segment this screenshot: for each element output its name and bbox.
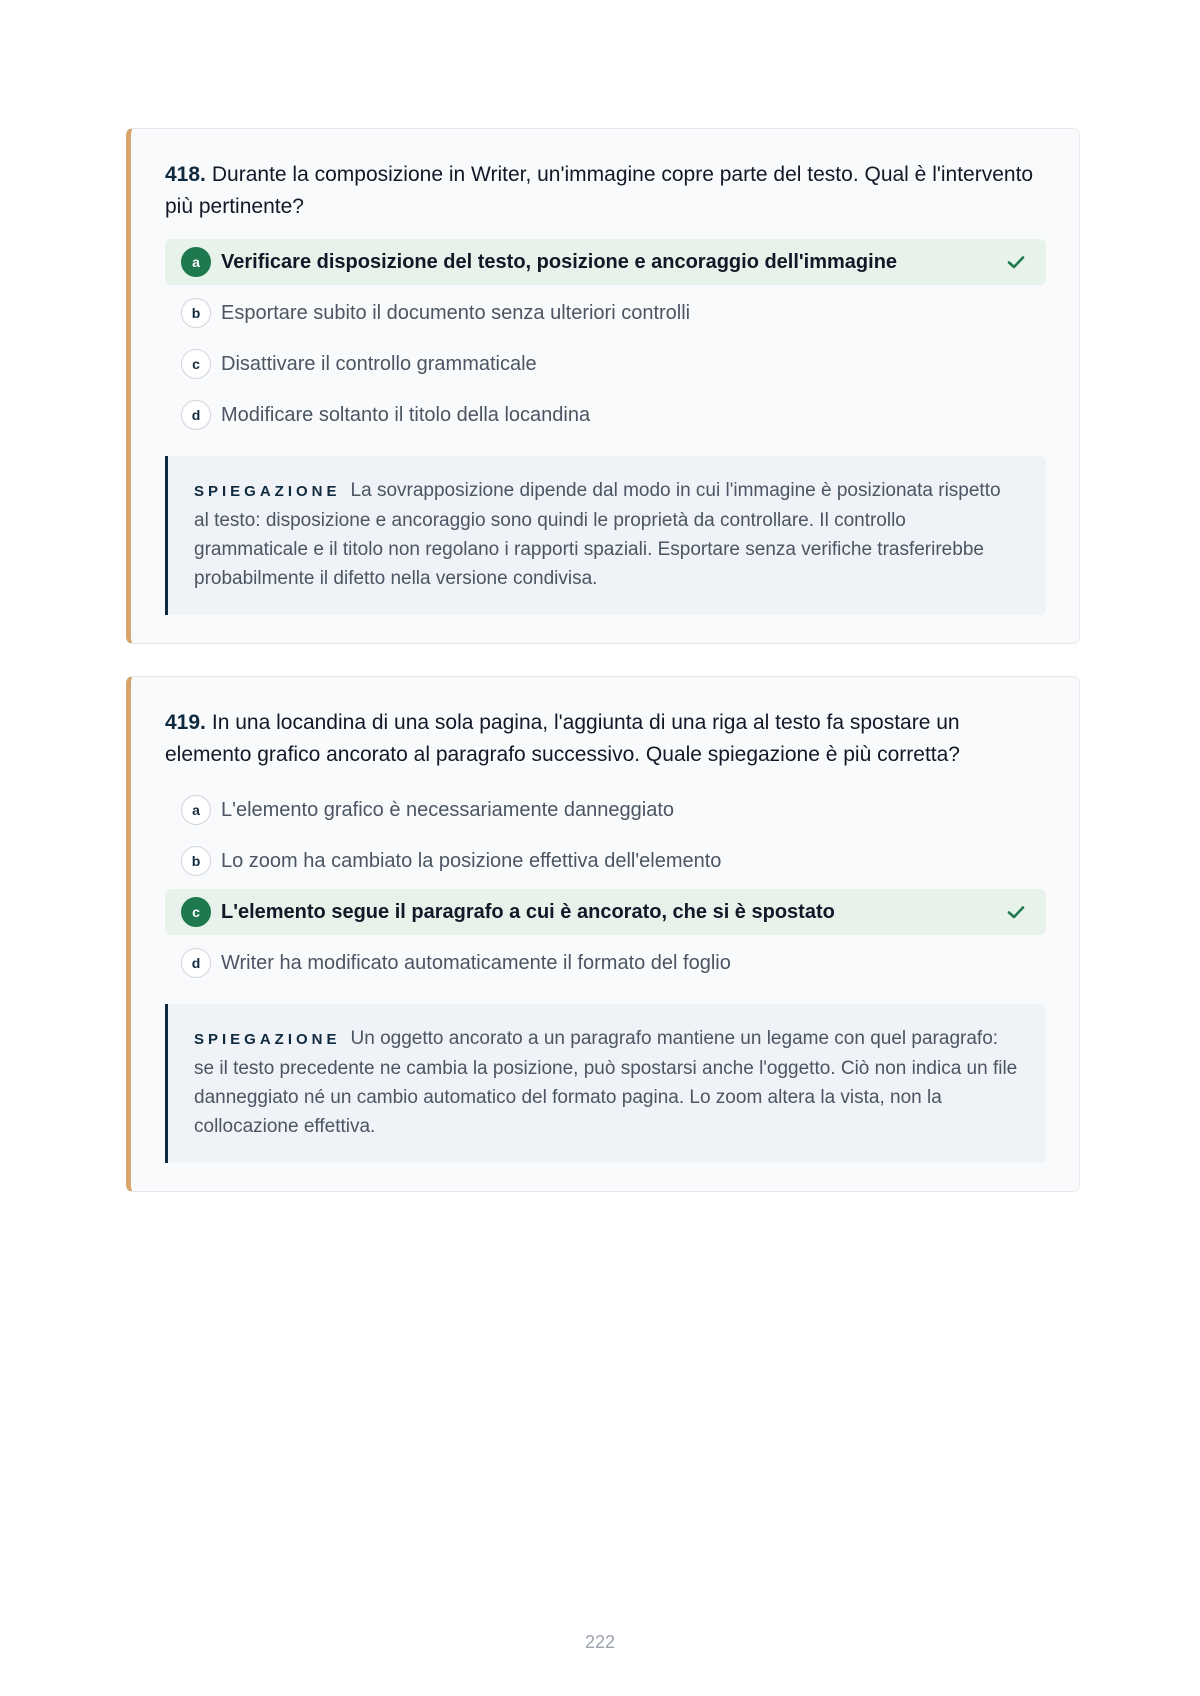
question-stem: Durante la composizione in Writer, un'immagine copre parte del testo. Qual è l'intervento più pertinente? (165, 163, 1034, 218)
check-icon (1006, 902, 1026, 922)
option-label: Disattivare il controllo grammaticale (221, 352, 537, 375)
option-a[interactable] (165, 787, 1046, 833)
explanation-box (165, 1004, 1046, 1163)
option-d[interactable] (165, 392, 1046, 438)
question-number: 418. (165, 163, 206, 186)
question-text (165, 159, 1046, 223)
question-stem: In una locandina di una sola pagina, l'aggiunta di una riga al testo fa spostare un elemento grafico ancorato al paragrafo successivo. Quale spiegazione è più corretta? (165, 711, 960, 766)
option-b[interactable] (165, 290, 1046, 336)
option-letter-badge: b (181, 846, 211, 876)
option-letter-badge: d (181, 400, 211, 430)
option-label: L'elemento grafico è necessariamente danneggiato (221, 798, 675, 821)
check-icon (1006, 252, 1026, 272)
answer-options (165, 787, 1046, 986)
question-number: 419. (165, 711, 206, 734)
explanation-text: La sovrapposizione dipende dal modo in cui l'immagine è posizionata rispetto al testo: disposizione e ancoraggio sono quindi le proprietà da controllare. Il controllo grammaticale e il titolo non regolano i rapporti spaziali. Esportare senza verifiche trasferirebbe probabilmente il difetto nella versione condivisa. (194, 480, 1001, 589)
option-letter-badge: c (181, 897, 211, 927)
option-label: Esportare subito il documento senza ulteriori controlli (221, 301, 691, 324)
option-letter-badge: a (181, 247, 211, 277)
option-letter-badge: b (181, 298, 211, 328)
question-text (165, 707, 1046, 771)
option-label: Modificare soltanto il titolo della locandina (221, 403, 591, 426)
question-card (126, 128, 1080, 644)
option-label: Writer ha modificato automaticamente il formato del foglio (221, 951, 731, 974)
option-label: L'elemento segue il paragrafo a cui è ancorato, che si è spostato (221, 900, 835, 923)
option-label: Lo zoom ha cambiato la posizione effettiva dell'elemento (221, 849, 722, 872)
explanation-title: SPIEGAZIONE (194, 483, 341, 500)
explanation-box (165, 456, 1046, 615)
option-d[interactable] (165, 940, 1046, 986)
option-letter-badge: d (181, 948, 211, 978)
page-number: 222 (584, 1632, 616, 1652)
option-c[interactable] (165, 341, 1046, 387)
option-label: Verificare disposizione del testo, posizione e ancoraggio dell'immagine (221, 250, 898, 273)
option-b[interactable] (165, 838, 1046, 884)
option-a[interactable] (165, 239, 1046, 285)
option-letter-badge: a (181, 795, 211, 825)
explanation-text: Un oggetto ancorato a un paragrafo mantiene un legame con quel paragrafo: se il testo precedente ne cambia la posizione, può spostarsi anche l'oggetto. Ciò non indica un file danneggiato né un cambio automatico del formato pagina. Lo zoom altera la vista, non la collocazione effettiva. (194, 1028, 1018, 1137)
question-card (126, 676, 1080, 1192)
option-letter-badge: c (181, 349, 211, 379)
answer-options (165, 239, 1046, 438)
explanation-title: SPIEGAZIONE (194, 1031, 341, 1048)
option-c[interactable] (165, 889, 1046, 935)
